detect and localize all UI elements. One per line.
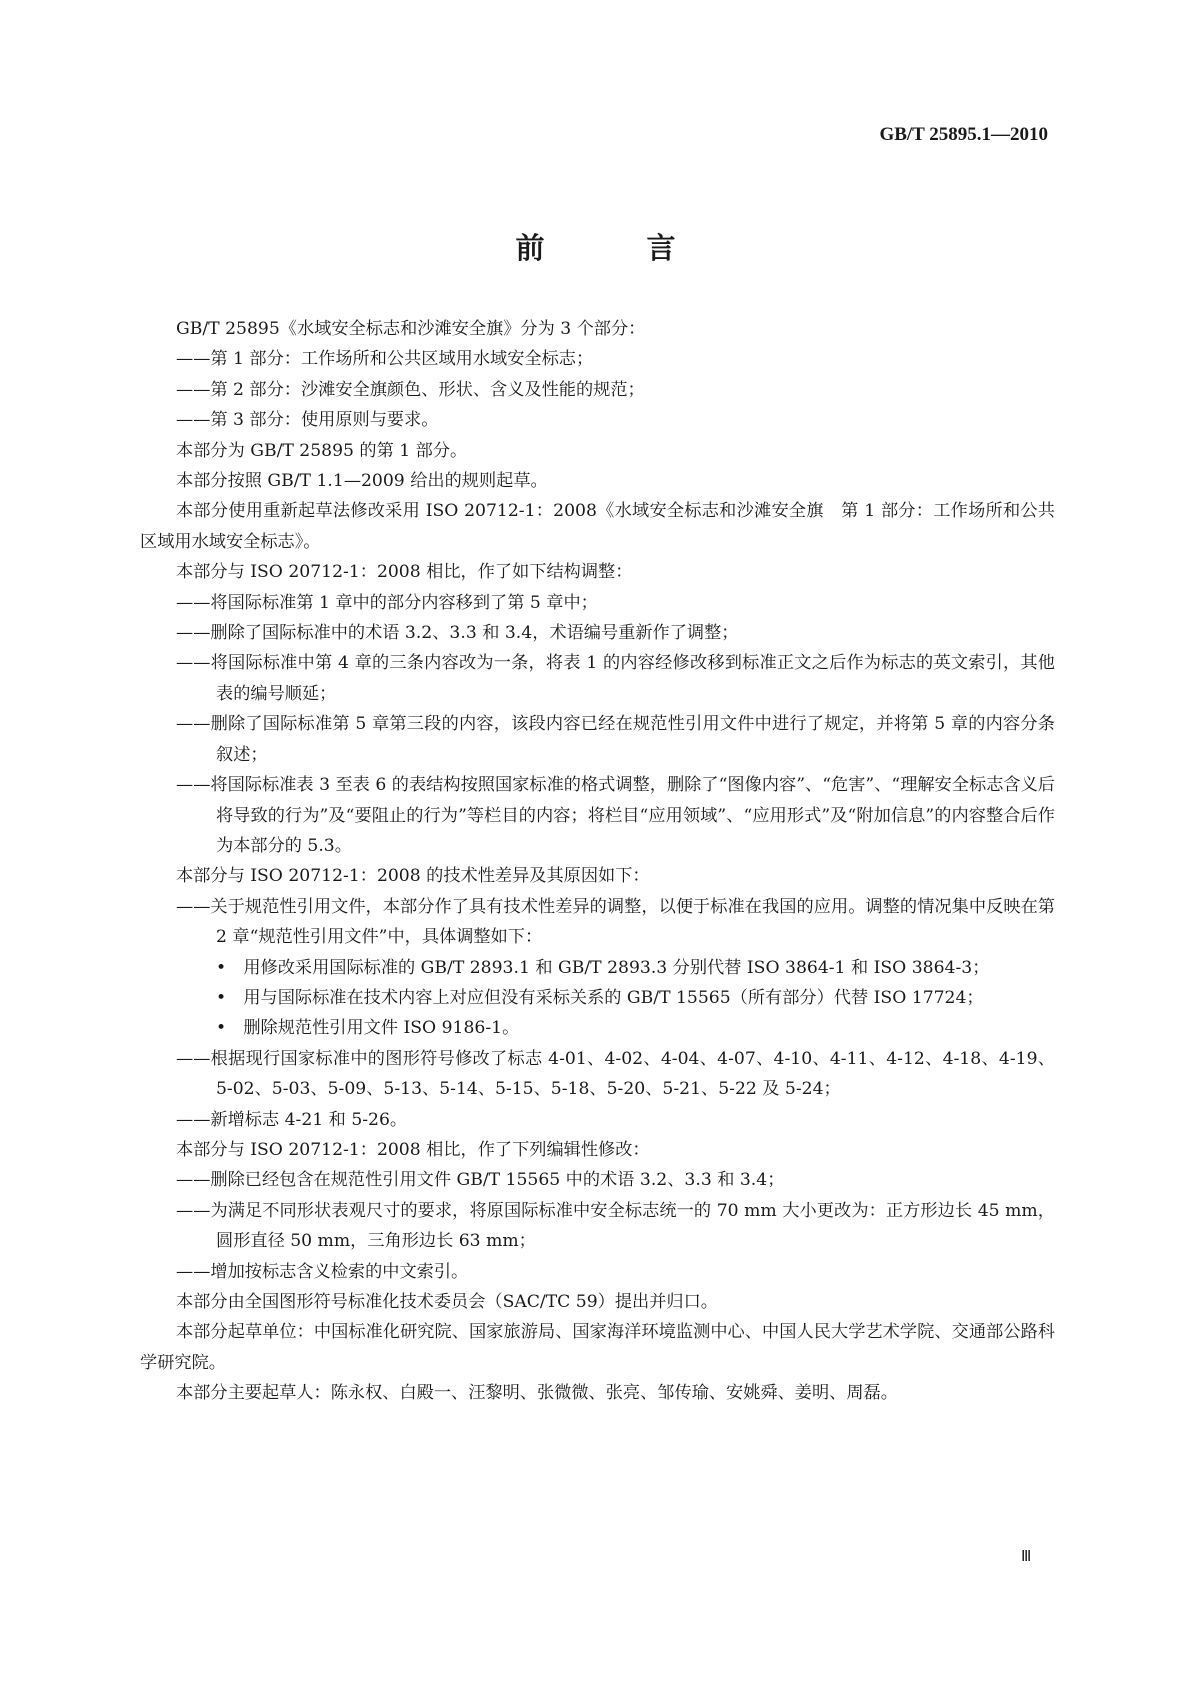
bullet-item: • 删除规范性引用文件 ISO 9186-1。 <box>216 1018 520 1039</box>
list-item: ——删除已经包含在规范性引用文件 GB/T 15565 中的术语 3.2、3.3 和 3.4； <box>176 1170 785 1191</box>
page-title: 前 言 <box>515 231 722 265</box>
list-item: ——为满足不同形状表观尺寸的要求，将原国际标准中安全标志统一的 70 mm 大小更改为：正方形边长 45 mm，圆形直径 50 mm，三角形边长 63 mm； <box>176 1200 1055 1252</box>
paragraph: 本部分主要起草人：陈永权、白殿一、汪黎明、张微微、张亮、邹传瑜、安姚舜、姜明、周磊。 <box>176 1383 898 1404</box>
standard-code: GB/T 25895.1—2010 <box>879 124 1048 145</box>
list-item: ——将国际标准中第 4 章的三条内容改为一条，将表 1 的内容经修改移到标准正文之后作为标志的英文索引，其他表的编号顺延； <box>176 653 1055 704</box>
paragraph: 本部分为 GB/T 25895 的第 1 部分。 <box>176 440 468 461</box>
list-item: ——第 3 部分：使用原则与要求。 <box>176 410 439 431</box>
paragraph: 本部分与 ISO 20712-1：2008 相比，作了下列编辑性修改： <box>176 1139 650 1160</box>
list-item: ——删除了国际标准第 5 章第三段的内容，该段内容已经在规范性引用文件中进行了规定，并将第 5 章的内容分条叙述； <box>176 714 1055 765</box>
list-item: ——新增标志 4-21 和 5-26。 <box>176 1109 408 1130</box>
list-item: ——第 2 部分：沙滩安全旗颜色、形状、含义及性能的规范； <box>176 379 645 400</box>
list-item: ——关于规范性引用文件，本部分作了具有技术性差异的调整，以便于标准在我国的应用。调整的情况集中反映在第 2 章“规范性引用文件”中，具体调整如下： <box>176 896 1055 948</box>
list-item: ——根据现行国家标准中的图形符号修改了标志 4-01、4-02、4-04、4-07、4-10、4-11、4-12、4-18、4-19、5-02、5-03、5-09、5-13、5-14、5-15、5-18、5-20、5-21、5-22 及 5-24； <box>176 1048 1055 1100</box>
list-item: ——删除了国际标准中的术语 3.2、3.3 和 3.4，术语编号重新作了调整； <box>176 623 739 644</box>
list-item: ——将国际标准第 1 章中的部分内容移到了第 5 章中； <box>176 592 598 613</box>
bullet-item: • 用与国际标准在技术内容上对应但没有采标关系的 GB/T 15565（所有部分）代替 ISO 17724； <box>216 987 984 1008</box>
list-item: ——增加按标志含义检索的中文索引。 <box>176 1261 469 1282</box>
paragraph: 本部分起草单位：中国标准化研究院、国家旅游局、国家海洋环境监测中心、中国人民大学艺术学院、交通部公路科学研究院。 <box>140 1322 1055 1373</box>
list-item: ——将国际标准表 3 至表 6 的表结构按照国家标准的格式调整，删除了“图像内容”、“危害”、“理解安全标志含义后将导致的行为”及“要阻止的行为”等栏目的内容；将栏目“应用领域”、“应用形式”及“附加信息”的内容整合后作为本部分的 5.3。 <box>176 775 1055 856</box>
page-number: Ⅲ <box>1021 1549 1032 1565</box>
paragraph: 本部分由全国图形符号标准化技术委员会（SAC/TC 59）提出并归口。 <box>176 1292 718 1312</box>
paragraph: 本部分与 ISO 20712-1：2008 相比，作了如下结构调整： <box>176 562 633 583</box>
list-item: ——第 1 部分：工作场所和公共区域用水域安全标志； <box>176 349 594 370</box>
paragraph: 本部分与 ISO 20712-1：2008 的技术性差异及其原因如下： <box>176 866 650 887</box>
bullet-item: • 用修改采用国际标准的 GB/T 2893.1 和 GB/T 2893.3 分别代替 ISO 3864-1 和 ISO 3864-3； <box>216 957 990 978</box>
foreword-body <box>140 314 1055 1409</box>
paragraph: GB/T 25895《水域安全标志和沙滩安全旗》分为 3 个部分： <box>176 319 646 339</box>
paragraph: 本部分按照 GB/T 1.1—2009 给出的规则起草。 <box>176 471 548 492</box>
paragraph: 本部分使用重新起草法修改采用 ISO 20712-1：2008《水域安全标志和沙滩安全旗 第 1 部分：工作场所和公共区域用水域安全标志》。 <box>140 501 1055 552</box>
